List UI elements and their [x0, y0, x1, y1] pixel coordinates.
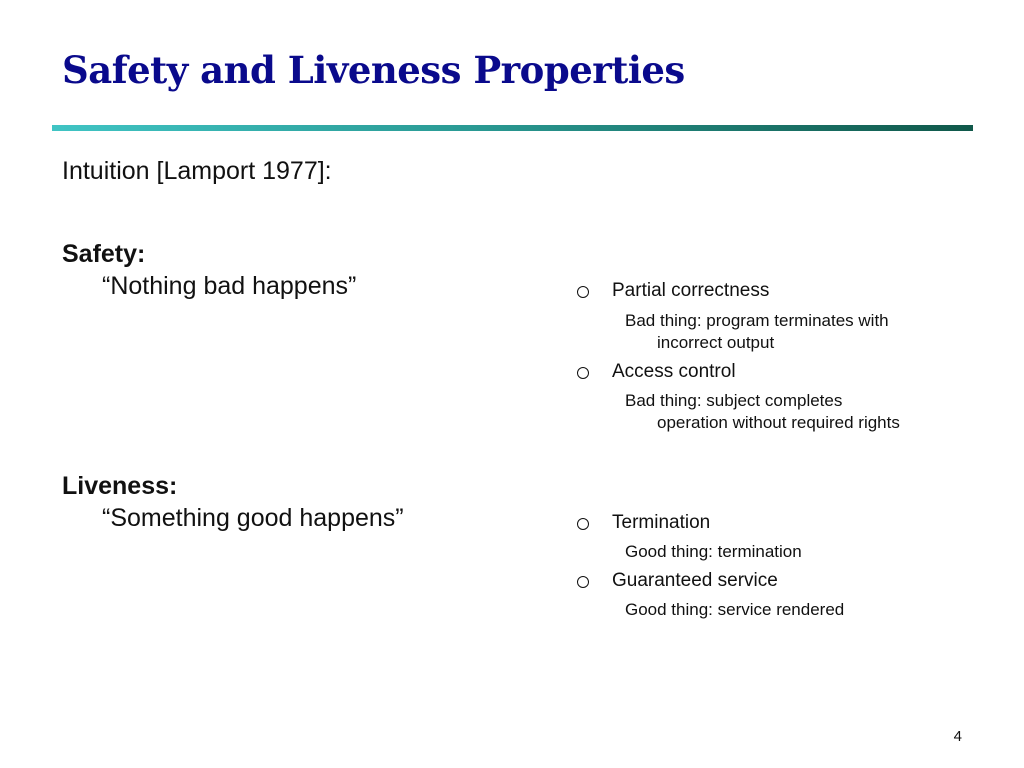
- liveness-heading: Liveness:: [62, 472, 178, 500]
- safety-heading: Safety:: [62, 240, 146, 268]
- example-partial-correctness: Partial correctness: [612, 280, 770, 301]
- detail-line: Bad thing: subject completes: [625, 391, 843, 410]
- example-guaranteed-service: Guaranteed service: [612, 570, 778, 591]
- example-termination: Termination: [612, 512, 711, 533]
- detail-line: Good thing: termination: [625, 542, 802, 561]
- circle-bullet-icon: [577, 576, 589, 588]
- circle-bullet-icon: [577, 367, 589, 379]
- intuition-text: Intuition [Lamport 1977]:: [62, 157, 332, 185]
- title-divider: [52, 125, 973, 131]
- example-access-control: Access control: [612, 361, 736, 382]
- example-detail: [625, 541, 955, 563]
- example-detail: [625, 390, 955, 434]
- detail-line-cont: incorrect output: [657, 333, 775, 352]
- safety-quote: “Nothing bad happens”: [102, 272, 357, 300]
- circle-bullet-icon: [577, 518, 589, 530]
- detail-line-cont: operation without required rights: [657, 413, 900, 432]
- liveness-quote: “Something good happens”: [102, 504, 404, 532]
- detail-line: Good thing: service rendered: [625, 600, 845, 619]
- example-detail: [625, 599, 955, 621]
- example-detail: [625, 310, 955, 354]
- slide-title: Safety and Liveness Properties: [62, 48, 685, 92]
- page-number: 4: [953, 728, 962, 745]
- detail-line: Bad thing: program terminates with: [625, 311, 889, 330]
- circle-bullet-icon: [577, 286, 589, 298]
